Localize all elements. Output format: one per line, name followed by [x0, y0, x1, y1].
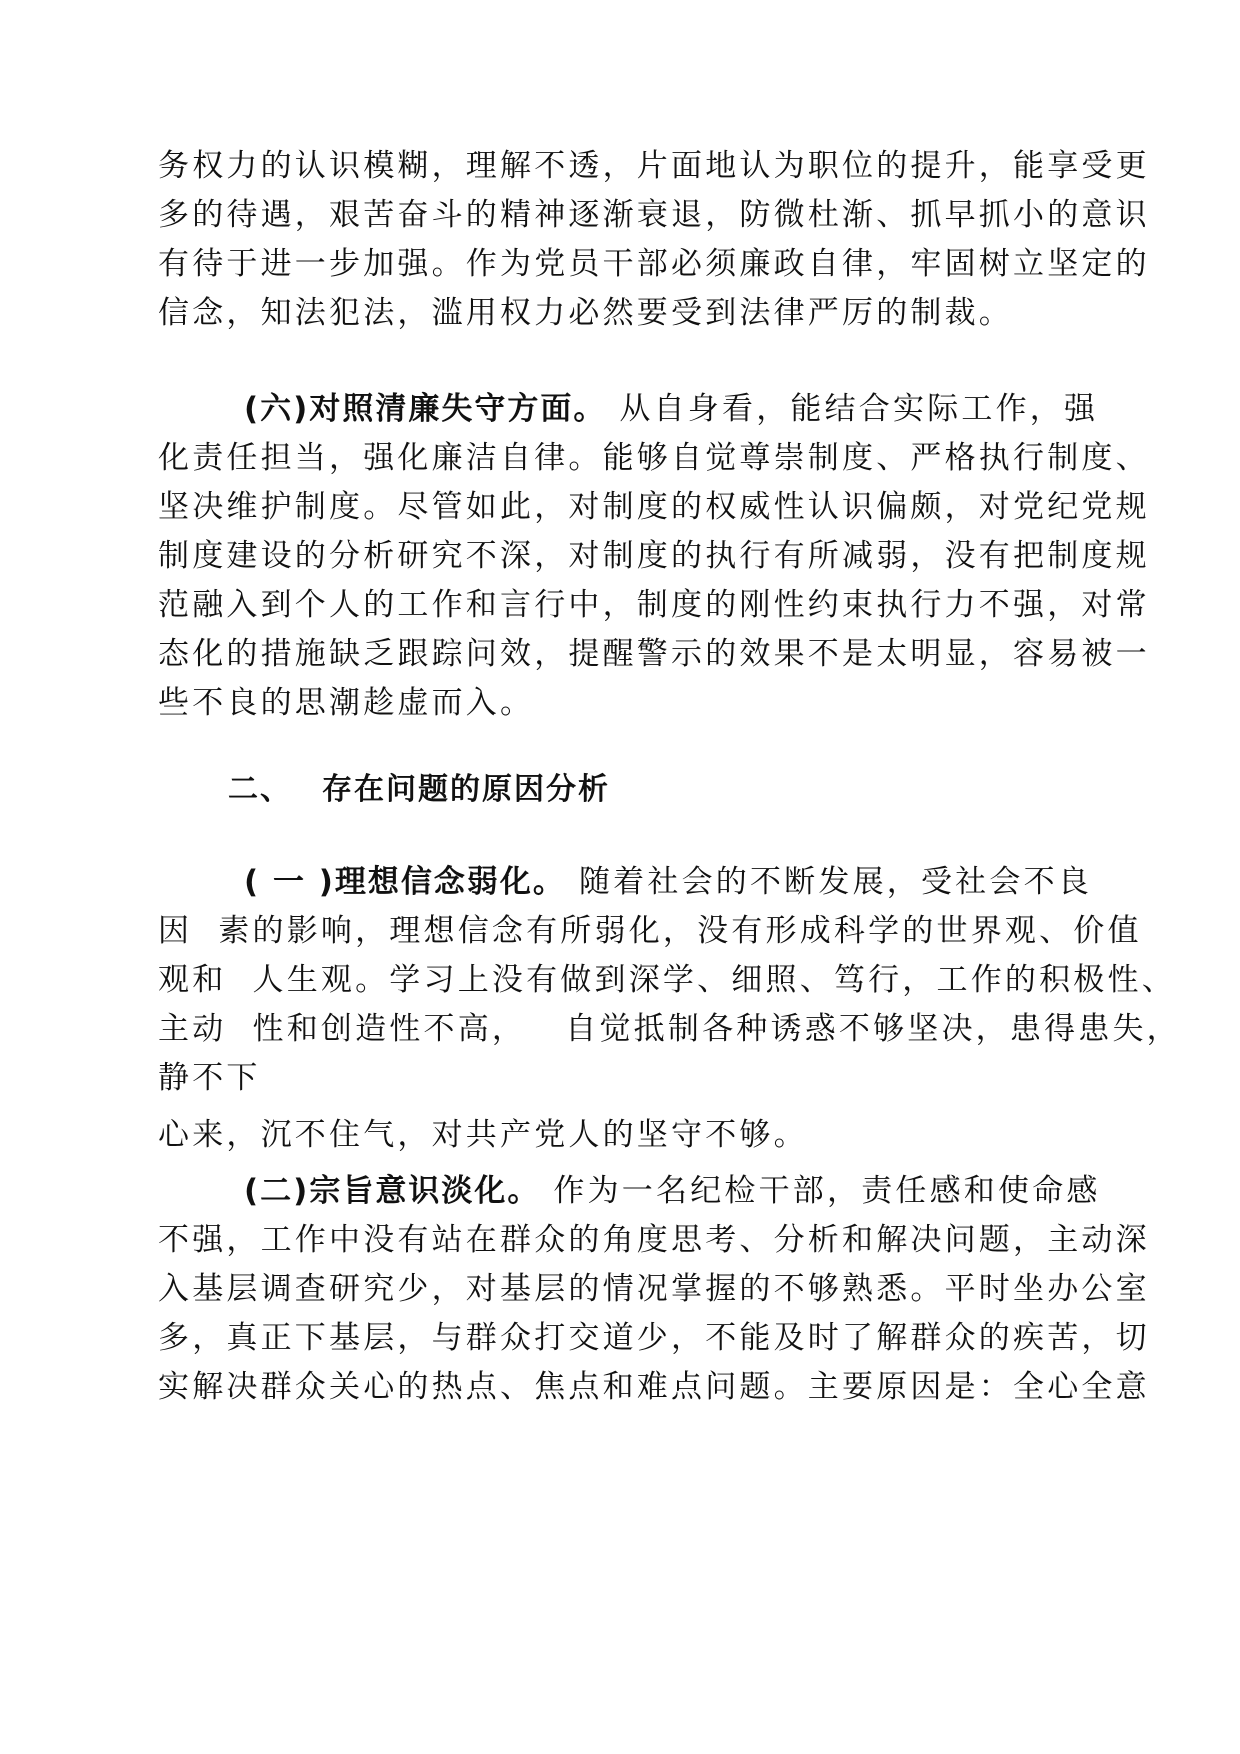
paragraph-heading: (六)对照清廉失守方面。 — [244, 391, 607, 427]
body-text-line: 多，真正下基层，与群众打交道少，不能及时了解群众的疾苦，切 — [158, 1320, 1150, 1356]
body-text: 作为一名纪检干部，责任感和使命感 — [540, 1173, 1101, 1209]
body-text-line: 主动 性和创造性不高， 自觉抵制各种诱惑不够坚决，患得患失， — [158, 1011, 1181, 1047]
paragraph-heading: (二)宗旨意识淡化。 — [244, 1173, 541, 1209]
section-heading — [228, 770, 610, 810]
body-text-line: 实解决群众关心的热点、焦点和难点问题。主要原因是：全心全意 — [158, 1369, 1150, 1405]
body-text-line: 有待于进一步加强。作为党员干部必须廉政自律，牢固树立坚定的 — [158, 246, 1150, 282]
paragraph-first-line — [244, 862, 1092, 902]
body-text-line: 因 素的影响，理想信念有所弱化，没有形成科学的世界观、价值 — [158, 913, 1142, 949]
body-text-line: 信念，知法犯法，滥用权力必然要受到法律严厉的制裁。 — [158, 295, 1013, 331]
paragraph-first-line — [244, 389, 1098, 429]
paragraph-first-line — [244, 1171, 1101, 1211]
body-text: 随着社会的不断发展，受社会不良 — [565, 864, 1092, 900]
body-text-line: 务权力的认识模糊，理解不透，片面地认为职位的提升，能享受更 — [158, 148, 1150, 184]
body-text-line: 态化的措施缺乏跟踪问效，提醒警示的效果不是太明显，容易被一 — [158, 636, 1150, 672]
body-text-line: 不强，工作中没有站在群众的角度思考、分析和解决问题，主动深 — [158, 1222, 1150, 1258]
body-text-line: 多的待遇，艰苦奋斗的精神逐渐衰退，防微杜渐、抓早抓小的意识 — [158, 197, 1150, 233]
body-text-line: 心来，沉不住气，对共产党人的坚守不够。 — [158, 1117, 808, 1153]
body-text: 从自身看，能结合实际工作，强 — [606, 391, 1099, 427]
body-text-line: 坚决维护制度。尽管如此，对制度的权威性认识偏颇，对党纪党规 — [158, 489, 1150, 525]
body-text-line: 观和 人生观。学习上没有做到深学、细照、笃行，工作的积极性、 — [158, 962, 1176, 998]
body-text-line: 入基层调查研究少，对基层的情况掌握的不够熟悉。平时坐办公室 — [158, 1271, 1150, 1307]
body-text-line: 静不下 — [158, 1060, 261, 1096]
section-title: 存在问题的原因分析 — [322, 772, 610, 807]
body-text-line: 些不良的思潮趁虚而入。 — [158, 685, 535, 721]
body-text-line: 范融入到个人的工作和言行中，制度的刚性约束执行力不强，对常 — [158, 587, 1150, 623]
body-text-line: 化责任担当，强化廉洁自律。能够自觉尊崇制度、严格执行制度、 — [158, 440, 1150, 476]
body-text-line: 制度建设的分析研究不深，对制度的执行有所减弱，没有把制度规 — [158, 538, 1150, 574]
paragraph-heading: ( 一 )理想信念弱化。 — [244, 864, 566, 900]
section-number: 二、 — [228, 772, 292, 807]
